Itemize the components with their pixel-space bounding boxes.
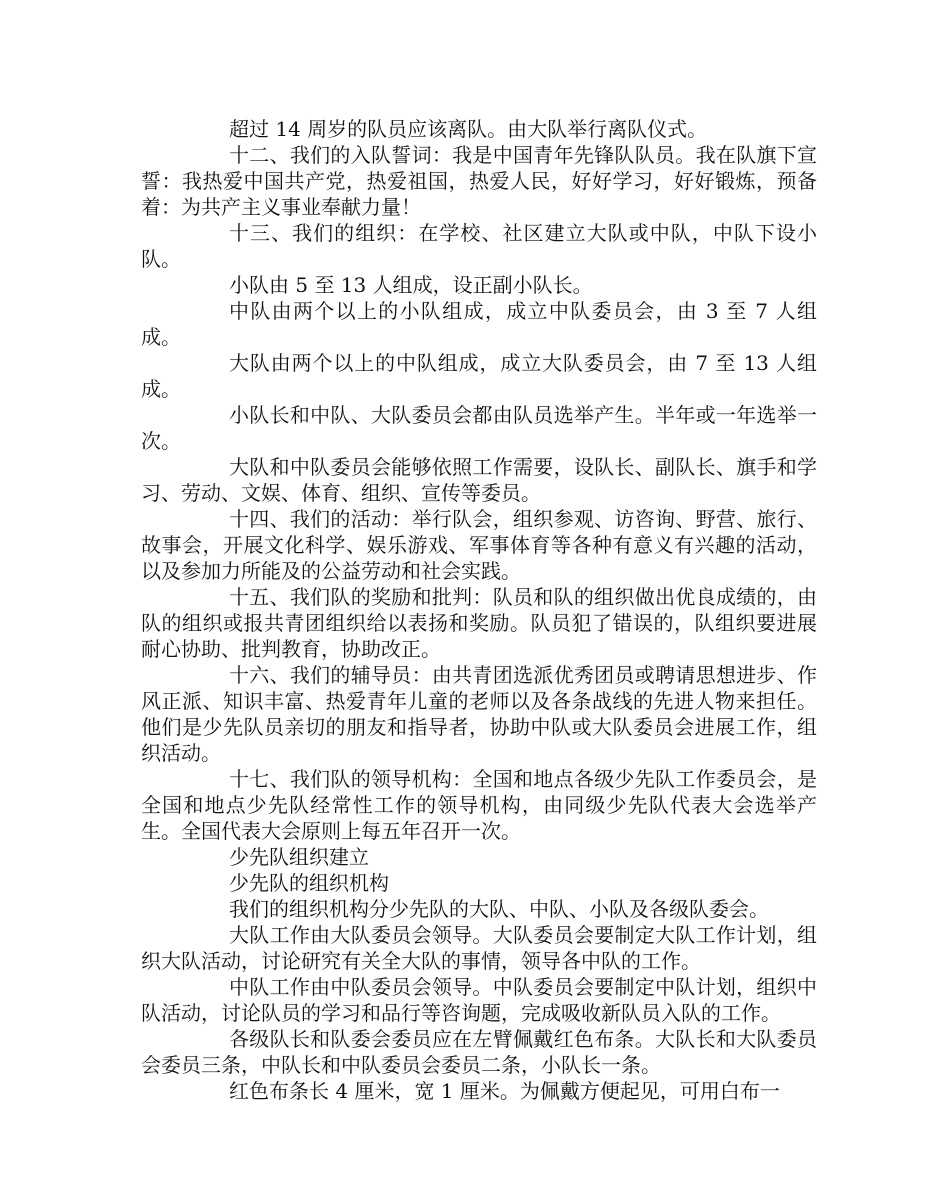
document-body <box>141 116 817 1104</box>
paragraph-rewards: 十五、我们队的奖励和批判：队员和队的组织做出优良成绩的，由队的组织或报共青团组织给以表扬和奖励。队员犯了错误的，队组织要进展耐心协助、批判教育，协助改正。 <box>141 585 817 661</box>
paragraph-brigade: 大队由两个以上的中队组成，成立大队委员会，由 7 至 13 人组成。 <box>141 351 817 401</box>
paragraph-armband: 各级队长和队委会委员应在左臂佩戴红色布条。大队长和大队委员会委员三条，中队长和中队委员会委员二条，小队长一条。 <box>141 1027 817 1077</box>
paragraph-oath: 十二、我们的入队誓词：我是中国青年先锋队队员。我在队旗下宣誓：我热爱中国共产党，热爱祖国，热爱人民，好好学习，好好锻炼，预备着：为共产主义事业奉献力量！ <box>141 143 817 219</box>
paragraph-activities: 十四、我们的活动：举行队会，组织参观、访咨询、野营、旅行、故事会，开展文化科学、娱乐游戏、军事体育等各种有意义有兴趣的活动，以及参加力所能及的公益劳动和社会实践。 <box>141 507 817 583</box>
section-heading-establish: 少先队组织建立 <box>229 845 369 869</box>
paragraph-organization: 十三、我们的组织：在学校、社区建立大队或中队，中队下设小队。 <box>141 221 817 271</box>
paragraph-brigade-work: 大队工作由大队委员会领导。大队委员会要制定大队工作计划，组织大队活动，讨论研究有关全大队的事情，领导各中队的工作。 <box>141 923 817 973</box>
paragraph-middle-team-work: 中队工作由中队委员会领导。中队委员会要制定中队计划，组织中队活动，讨论队员的学习和品行等咨询题，完成吸收新队员入队的工作。 <box>141 975 817 1025</box>
paragraph-leadership: 十七、我们队的领导机构：全国和地点各级少先队工作委员会，是全国和地点少先队经常性工作的领导机构，由同级少先队代表大会选举产生。全国代表大会原则上每五年召开一次。 <box>141 767 817 843</box>
paragraph-election: 小队长和中队、大队委员会都由队员选举产生。半年或一年选举一次。 <box>141 403 817 453</box>
paragraph-structure-overview: 我们的组织机构分少先队的大队、中队、小队及各级队委会。 <box>229 897 769 921</box>
paragraph-committee-roles: 大队和中队委员会能够依照工作需要，设队长、副队长、旗手和学习、劳动、文娱、体育、组织、宣传等委员。 <box>141 455 817 505</box>
paragraph-squad: 小队由 5 至 13 人组成，设正副小队长。 <box>229 273 593 297</box>
section-heading-structure: 少先队的组织机构 <box>229 871 389 895</box>
paragraph-armband-size: 红色布条长 4 厘米，宽 1 厘米。为佩戴方便起见，可用白布一 <box>229 1079 780 1103</box>
paragraph-counselors: 十六、我们的辅导员：由共青团选派优秀团员或聘请思想进步、作风正派、知识丰富、热爱青年儿童的老师以及各条战线的先进人物来担任。他们是少先队员亲切的朋友和指导者，协助中队或大队委员会进展工作，组织活动。 <box>141 663 817 765</box>
paragraph-leave-team: 超过 14 周岁的队员应该离队。由大队举行离队仪式。 <box>229 117 708 141</box>
paragraph-middle-team: 中队由两个以上的小队组成，成立中队委员会，由 3 至 7 人组成。 <box>141 299 817 349</box>
